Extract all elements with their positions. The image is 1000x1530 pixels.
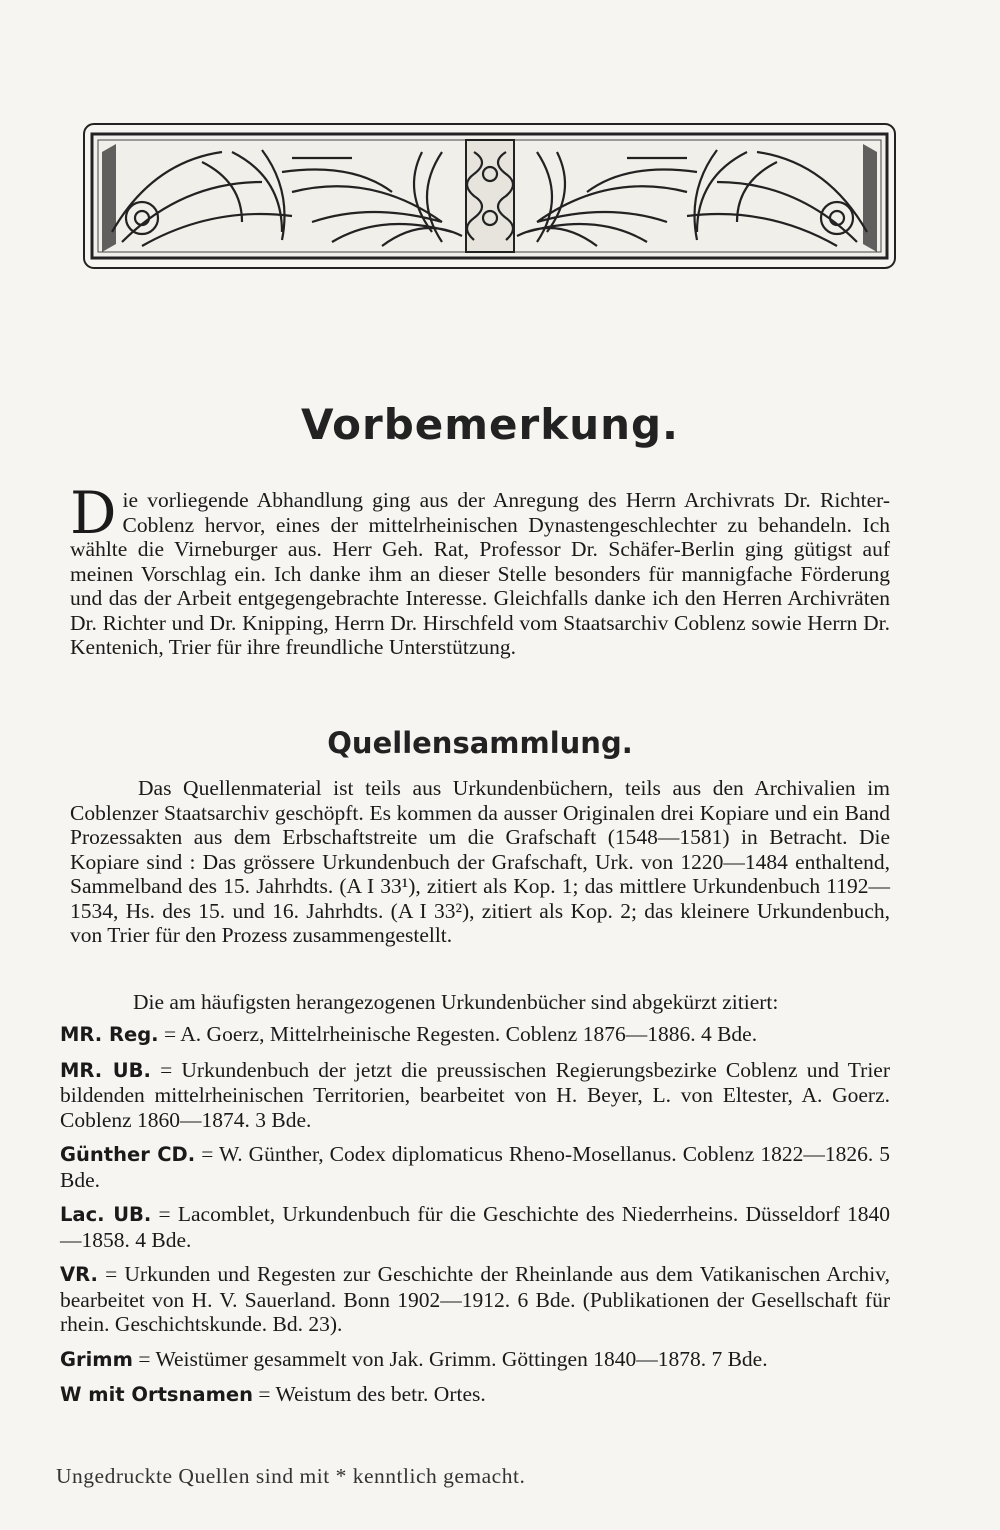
abbreviation-entry [60, 1022, 890, 1048]
abbreviation-value: = Weistum des betr. Ortes. [258, 1382, 486, 1406]
abbreviation-value: = Urkunden und Regesten zur Geschichte der Rheinlande aus dem Vatikanischen Archiv, bearbeitet von H. V. Sauerland. Bonn 1902—1912. 6 Bde. (Publikationen der Gesellschaft für rhein. Geschichtskunde. Bd. 23). [60, 1262, 890, 1336]
abbreviations-intro: Die am häufigsten herangezogenen Urkundenbücher sind abgekürzt zitiert: [133, 990, 779, 1014]
abbreviation-key: VR. [60, 1263, 98, 1286]
abbreviation-key: W mit Ortsnamen [60, 1383, 254, 1406]
abbreviation-value: = Weistümer gesammelt von Jak. Grimm. Göttingen 1840—1878. 7 Bde. [138, 1346, 768, 1371]
intro-paragraph [70, 479, 890, 660]
abbreviation-entry [60, 1202, 890, 1252]
abbreviation-list [60, 1022, 890, 1418]
intro-text: ie vorliegende Abhandlung ging aus der Anregung des Herrn Archivrats Dr. Richter-Coblenz hervor, eines der mittelrheinischen Dynastengeschlechter zu behandeln. Ich wählte die Virneburger aus. Herr Geh. Rat, Professor Dr. Schäfer-Berlin ging gütigst auf meinen Vorschlag ein. Ich danke ihm an dieser Stelle besonders für mannigfache Förderung und das der Arbeit entgegengebrachte Interesse. Gleichfalls danke ich den Herren Archivräten Dr. Richter und Dr. Knipping, Herrn Dr. Hirschfeld vom Staatsarchiv Coblenz sowie Herrn Dr. Kentenich, Trier für ihre freundliche Unterstützung. [70, 488, 890, 659]
abbreviation-value: = A. Goerz, Mittelrheinische Regesten. Coblenz 1876—1886. 4 Bde. [163, 1022, 758, 1046]
section-title: Quellensammlung. [327, 726, 633, 760]
abbreviation-value: = Urkundenbuch der jetzt die preussischen Regierungsbezirke Coblenz und Trier bildenden mittelrheinischen Territorien, bearbeitet von H. Beyer, L. von Eltester, A. Goerz. Coblenz 1860—1874. 3 Bde. [60, 1057, 890, 1132]
abbreviation-value: = W. Günther, Codex diplomaticus Rheno-Mosellanus. Coblenz 1822—1826. 5 Bde. [60, 1142, 890, 1192]
abbreviation-key: MR. Reg. [60, 1023, 159, 1046]
abbreviation-key: Lac. UB. [60, 1203, 152, 1226]
page-title: Vorbemerkung. [300, 400, 680, 449]
abbreviation-entry [60, 1142, 890, 1192]
abbreviation-entry [60, 1347, 890, 1373]
decorative-header-ornament [82, 122, 897, 270]
abbreviation-entry [60, 1058, 890, 1133]
sources-paragraph: Das Quellenmaterial ist teils aus Urkundenbüchern, teils aus den Archivalien im Coblenzer Staatsarchiv geschöpft. Es kommen da ausser Originalen drei Kopiare und ein Band Prozessakten aus dem Erbschaftstreite um die Grafschaft (1548—1581) in Betracht. Die Kopiare sind : Das grössere Urkundenbuch der Grafschaft, Urk. von 1220—1484 enthaltend, Sammelband des 15. Jahrhdts. (A I 33¹), zitiert als Kop. 1; das mittlere Urkundenbuch 1192—1534, Hs. des 15. und 16. Jahrhdts. (A I 33²), zitiert als Kop. 2; das kleinere Urkundenbuch, von Trier für den Prozess zusammengestellt. [70, 776, 890, 947]
footnote-unprinted-sources: Ungedruckte Quellen sind mit * kenntlich gemacht. [56, 1464, 526, 1488]
abbreviation-entry [60, 1382, 890, 1408]
drop-cap: D [70, 479, 117, 547]
abbreviation-key: Grimm [60, 1347, 133, 1371]
abbreviation-value: = Lacomblet, Urkundenbuch für die Geschichte des Niederrheins. Düsseldorf 1840—1858. 4 Bde. [60, 1202, 891, 1252]
abbreviation-entry [60, 1262, 890, 1337]
abbreviation-key: MR. UB. [60, 1058, 151, 1082]
abbreviation-key: Günther CD. [60, 1143, 196, 1166]
